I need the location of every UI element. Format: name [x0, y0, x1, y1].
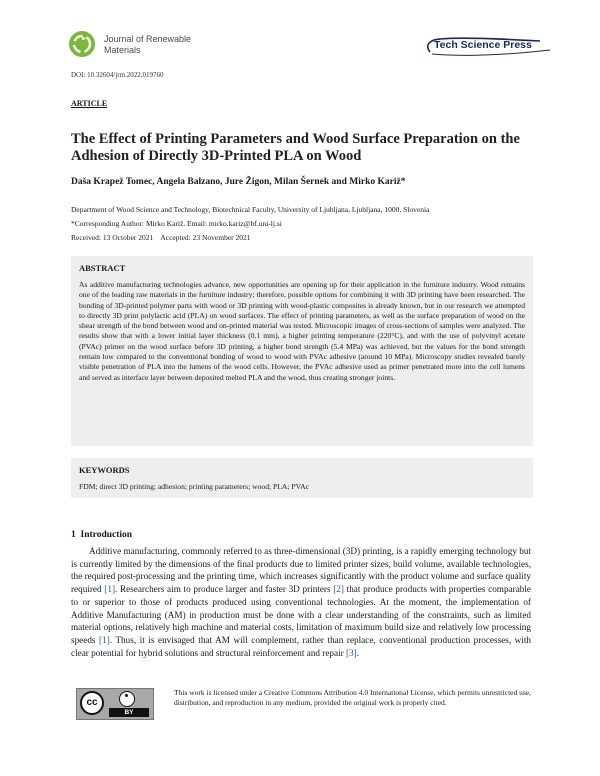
affiliation: Department of Wood Science and Technology, Biotechnical Faculty, University of Ljubljana, Ljubljana, 1000, Slovenia	[71, 205, 430, 214]
citation-link[interactable]: [3]	[346, 647, 357, 658]
intro-text-part: . Thus, it is envisaged that AM will complement, rather than replace, conventional production processes, with clear potential for hybrid solutions and structural reinforcement and repair	[71, 634, 531, 658]
corresponding-author: *Corresponding Author: Mirko Kariž. Email: mirko.kariz@bf.uni-lj.si	[71, 219, 282, 228]
license-text: This work is licensed under a Creative Commons Attribution 4.0 International License, which permits unrestricted use, distribution, and reproduction in any medium, provided the original work is properly cited.	[174, 688, 532, 707]
journal-name	[104, 34, 214, 56]
intro-text-part: .	[356, 647, 360, 658]
publisher-name: Tech Science Press	[434, 39, 532, 51]
cc-by-label: BY	[109, 708, 149, 717]
section-heading-introduction: 1 Introduction	[71, 530, 133, 540]
journal-logo-icon	[68, 30, 96, 58]
journal-name-line1: Journal of Renewable	[104, 34, 192, 44]
introduction-paragraph	[71, 545, 531, 659]
keywords-text: FDM; direct 3D printing; adhesion; printing parameters; wood; PLA; PVAc	[79, 482, 309, 491]
keywords-box	[71, 458, 533, 498]
paper-title: The Effect of Printing Parameters and Wood Surface Preparation on the Adhesion of Directly 3D-Printed PLA on Wood	[71, 131, 520, 164]
received-accepted-dates: Received: 13 October 2021 Accepted: 23 November 2021	[71, 233, 251, 242]
doi: DOI: 10.32604/jrm.2022.019760	[71, 71, 164, 79]
cc-icon: cc	[80, 691, 104, 715]
intro-text-part: . Researchers aim to produce larger and faster 3D printers	[115, 584, 334, 595]
abstract-text: As additive manufacturing technologies advance, new opportunities are opening up for their application in the furniture industry. Wood remains one of the leading raw materials in the furniture industry; therefore, possible options for combining it with 3D printing have been researched. The bonding of 3D-printed polymer parts with wood or 3D printing with wood-plastic composites is already known, but in our research we attempted to directly 3D print polylactic acid (PLA) on wood surfaces. The effect of printing parameters, as well as the surface preparation of wood on the shear strength of the bond between wood and on-printed material was tested. Microscopic images of cross-sections of samples were analyzed. The results show that with a lower initial layer thickness (0.1 mm), a higher printing temperature (220°C), and with the use of polyvinyl acetate (PVAc) primer on the wood surface before 3D printing, a higher bond strength (5.4 MPa) was achieved, but the values for the bond strength remain low compared to the conventional bonding of wood to wood with PVAc adhesive (around 10 MPa). Microscopy studies revealed barely visible penetration of PLA into the lumens of the wood cells. However, the PVAc adhesive used as primer penetrated more into the cell lumens and served as interface layer between deposited melted PLA and the wood, thus creating stronger joints.	[79, 280, 525, 382]
citation-link[interactable]: [1]	[104, 584, 116, 595]
citation-link[interactable]: [2]	[333, 584, 344, 595]
authors: Daša Krapež Tomec, Angela Balzano, Jure Žigon, Milan Šernek and Mirko Kariž*	[71, 177, 406, 187]
intro-text-part: that produce products with properties comparable to or superior to those of products produced using conventional technologies. At the moment, the implementation of Additive Manufacturing (AM) in production must be done with a clear understanding of the constraints, such as limited material options, relatively high machine and material costs, limitation of maximum build size and relatively low processing speeds	[71, 584, 531, 645]
publisher-logo	[420, 36, 560, 58]
journal-name-line2: Materials	[104, 45, 141, 55]
abstract-heading: ABSTRACT	[79, 263, 126, 273]
citation-link[interactable]: [1]	[99, 634, 110, 645]
cc-by-license-badge[interactable]	[76, 688, 154, 720]
article-label: ARTICLE	[71, 99, 108, 108]
keywords-heading: KEYWORDS	[79, 465, 130, 475]
intro-text-part: Additive manufacturing, commonly referred to as three-dimensional (3D) printing, is a rapidly emerging technology but is currently limited by the dimensions of the final products due to limited printer sizes, build volume, available technologies, the required post-processing and the printing time, which increases significantly with the product volume and surface quality required	[71, 546, 531, 595]
attribution-person-icon	[119, 691, 135, 707]
